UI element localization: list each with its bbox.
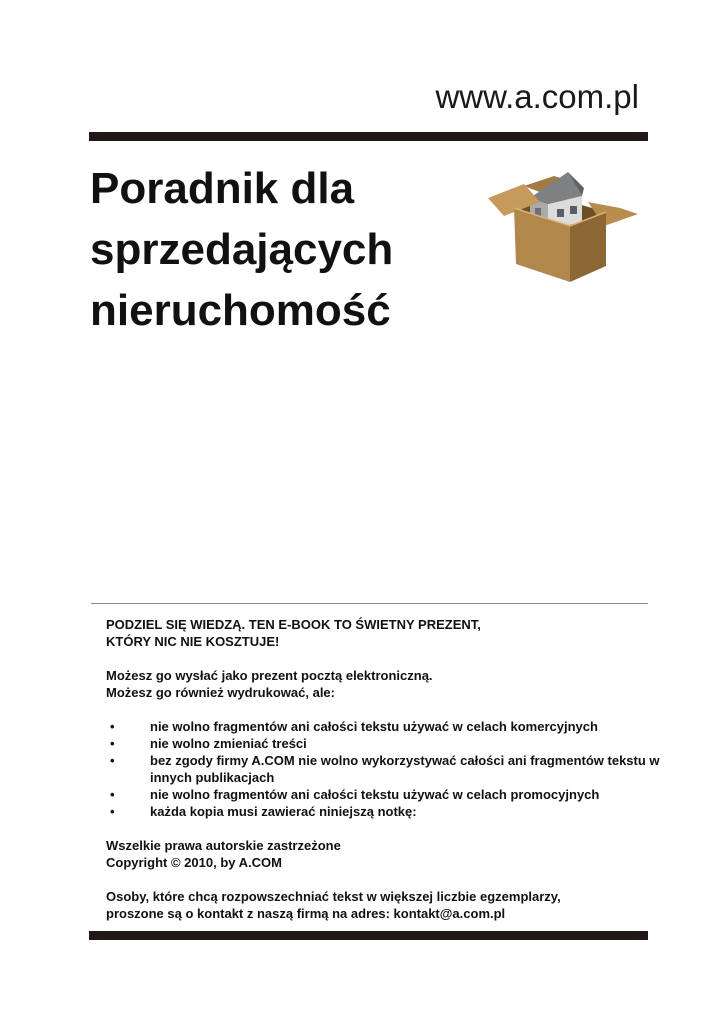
document-title bbox=[90, 158, 393, 341]
list-item bbox=[106, 718, 666, 735]
bullet-icon: • bbox=[110, 753, 115, 768]
bullet-icon: • bbox=[110, 736, 115, 751]
list-item-text: nie wolno zmieniać treści bbox=[150, 736, 307, 751]
copyright-notice bbox=[106, 616, 666, 922]
title-line-3: nieruchomość bbox=[90, 286, 391, 335]
bottom-divider bbox=[89, 931, 648, 940]
list-item-text: nie wolno fragmentów ani całości tekstu używać w celach promocyjnych bbox=[150, 787, 600, 802]
contact-line-2: proszone są o kontakt z naszą firmą na adres: kontakt@a.com.pl bbox=[106, 906, 506, 921]
top-divider bbox=[89, 132, 648, 141]
list-item bbox=[106, 735, 666, 752]
list-item bbox=[106, 786, 666, 803]
notice-heading-line-2: KTÓRY NIC NIE KOSZTUJE! bbox=[106, 634, 280, 649]
list-item-text: bez zgody firmy A.COM nie wolno wykorzystywać całości ani fragmentów tekstu w innych publikacjach bbox=[150, 753, 660, 785]
bullet-icon: • bbox=[110, 787, 115, 802]
header-url: www.a.com.pl bbox=[435, 78, 639, 115]
bullet-icon: • bbox=[110, 719, 115, 734]
list-item-text: nie wolno fragmentów ani całości tekstu używać w celach komercyjnych bbox=[150, 719, 598, 734]
notice-intro-line-2: Możesz go również wydrukować, ale: bbox=[106, 685, 335, 700]
notice-divider bbox=[91, 603, 648, 604]
rights-line-1: Wszelkie prawa autorskie zastrzeżone bbox=[106, 838, 341, 853]
contact-line-1: Osoby, które chcą rozpowszechniać tekst w większej liczbie egzemplarzy, bbox=[106, 889, 561, 904]
list-item bbox=[106, 752, 666, 786]
notice-intro-line-1: Możesz go wysłać jako prezent pocztą elektroniczną. bbox=[106, 668, 433, 683]
title-line-2: sprzedających bbox=[90, 225, 394, 274]
list-item bbox=[106, 803, 666, 820]
house-in-box-icon bbox=[484, 168, 642, 286]
restrictions-list bbox=[106, 718, 666, 820]
title-line-1: Poradnik dla bbox=[90, 164, 355, 213]
rights-line-2: Copyright © 2010, by A.COM bbox=[106, 855, 282, 870]
list-item-text: każda kopia musi zawierać niniejszą notkę: bbox=[150, 804, 417, 819]
notice-heading-line-1: PODZIEL SIĘ WIEDZĄ. TEN E-BOOK TO ŚWIETNY PREZENT, bbox=[106, 617, 481, 632]
bullet-icon: • bbox=[110, 804, 115, 819]
